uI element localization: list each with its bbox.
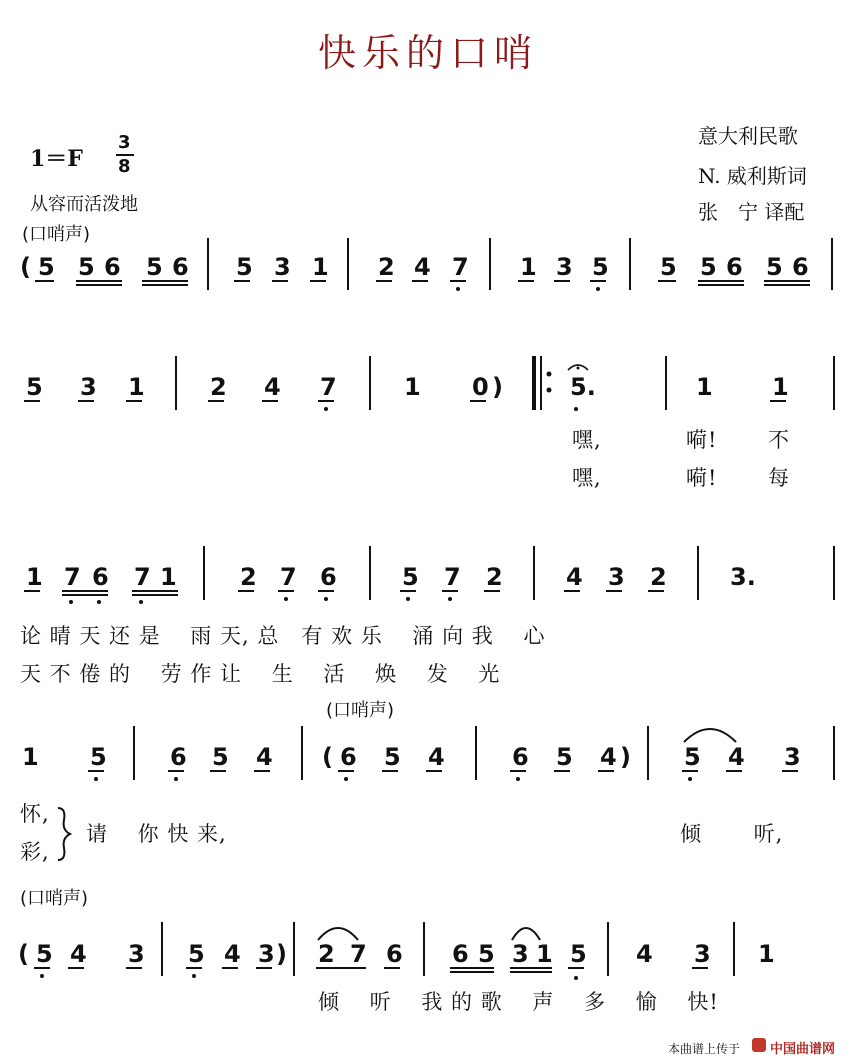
svg-text:5: 5: [684, 743, 701, 771]
svg-text:5: 5: [592, 253, 609, 281]
svg-text:(: (: [20, 253, 31, 281]
time-signature-bottom: 8: [118, 156, 131, 177]
footer-logo-icon: [752, 1038, 766, 1052]
svg-text:5: 5: [188, 940, 205, 968]
svg-text:(: (: [18, 940, 29, 968]
svg-text:1: 1: [22, 743, 39, 771]
lyric-s2-1c: 不: [768, 428, 790, 452]
svg-text:2: 2: [318, 940, 335, 968]
lyric-s3-line1: 论 晴 天 还 是 雨 天, 总 有 欢 乐 涌 向 我 心: [20, 624, 546, 648]
svg-text:6: 6: [452, 940, 469, 968]
svg-text:): ): [276, 940, 287, 968]
tempo-marking: 从容而活泼地: [30, 194, 138, 215]
lyric-s2-1b: 嗬!: [686, 428, 718, 452]
svg-text:4: 4: [70, 940, 87, 968]
svg-text:1: 1: [404, 373, 421, 401]
lyric-s5: 倾 听 我 的 歌 声 多 愉 快!: [318, 990, 719, 1014]
svg-text:2: 2: [650, 563, 667, 591]
svg-text:2: 2: [486, 563, 503, 591]
svg-text:): ): [620, 743, 631, 771]
svg-text:6: 6: [92, 563, 109, 591]
svg-text:5: 5: [36, 940, 53, 968]
svg-text:5: 5: [402, 563, 419, 591]
lyric-s3-line2: 天 不 倦 的 劳 作 让 生 活 焕 发 光: [20, 662, 501, 686]
svg-text:3: 3: [512, 940, 529, 968]
svg-text:1: 1: [128, 373, 145, 401]
whistle-label-3: (口哨声): [20, 888, 89, 909]
lyric-brace: [58, 808, 70, 860]
svg-text:3: 3: [80, 373, 97, 401]
svg-text:1: 1: [312, 253, 329, 281]
footer-site[interactable]: 中国曲谱网: [770, 1042, 836, 1057]
svg-text:5: 5: [38, 253, 55, 281]
svg-text:1: 1: [26, 563, 43, 591]
whistle-label-2: (口哨声): [326, 700, 395, 721]
svg-text:1: 1: [536, 940, 553, 968]
svg-text:5: 5: [660, 253, 677, 281]
time-signature-top: 3: [118, 132, 131, 153]
lyric-s4-main: 请 你 快 来,: [86, 822, 227, 846]
svg-text:5: 5: [478, 940, 495, 968]
system-2: [24, 356, 834, 411]
svg-text:7: 7: [280, 563, 297, 591]
svg-text:5: 5: [700, 253, 717, 281]
svg-text:1: 1: [772, 373, 789, 401]
svg-text:2: 2: [240, 563, 257, 591]
svg-text:7: 7: [134, 563, 151, 591]
system-4: [22, 726, 834, 781]
svg-text:3.: 3.: [730, 563, 756, 591]
svg-text:4: 4: [428, 743, 445, 771]
svg-text:2: 2: [210, 373, 227, 401]
svg-text:6: 6: [726, 253, 743, 281]
page-title: 快乐的口哨: [318, 31, 539, 75]
lyric-s2-2c: 每: [768, 466, 790, 490]
svg-text:5.: 5.: [570, 373, 596, 401]
svg-text:3: 3: [694, 940, 711, 968]
svg-text:(: (: [322, 743, 333, 771]
svg-text:5: 5: [766, 253, 783, 281]
credit-lyricist: N. 威利斯词: [698, 164, 807, 188]
svg-text:4: 4: [256, 743, 273, 771]
svg-text:): ): [492, 373, 503, 401]
lyric-s4-end: 倾 听,: [680, 822, 784, 846]
svg-text:7: 7: [350, 940, 367, 968]
svg-text:2: 2: [378, 253, 395, 281]
svg-text:4: 4: [600, 743, 617, 771]
svg-text:4: 4: [566, 563, 583, 591]
svg-text:3: 3: [274, 253, 291, 281]
svg-text:4: 4: [728, 743, 745, 771]
svg-text:7: 7: [444, 563, 461, 591]
svg-text:6: 6: [320, 563, 337, 591]
lyric-s2-1a: 嘿,: [572, 428, 602, 452]
svg-text:5: 5: [556, 743, 573, 771]
system-5: [18, 922, 775, 980]
svg-text:6: 6: [172, 253, 189, 281]
svg-text:4: 4: [264, 373, 281, 401]
svg-text:5: 5: [570, 940, 587, 968]
svg-text:3: 3: [128, 940, 145, 968]
svg-text:3: 3: [784, 743, 801, 771]
svg-text:5: 5: [236, 253, 253, 281]
svg-text:6: 6: [512, 743, 529, 771]
svg-text:5: 5: [26, 373, 43, 401]
svg-text:0: 0: [472, 373, 489, 401]
whistle-label-1: (口哨声): [22, 224, 91, 245]
lyric-s2-2a: 嘿,: [572, 466, 602, 490]
lyric-s4-b: 彩,: [20, 840, 50, 864]
svg-text:5: 5: [90, 743, 107, 771]
svg-text:5: 5: [78, 253, 95, 281]
svg-text:5: 5: [384, 743, 401, 771]
svg-text:7: 7: [320, 373, 337, 401]
system-3: [24, 546, 834, 604]
svg-text:7: 7: [64, 563, 81, 591]
key-signature: 1＝F: [30, 146, 83, 172]
svg-text:5: 5: [146, 253, 163, 281]
svg-text:4: 4: [636, 940, 653, 968]
svg-text:1: 1: [758, 940, 775, 968]
svg-text:1: 1: [520, 253, 537, 281]
lyric-s2-2b: 嗬!: [686, 466, 718, 490]
svg-text:6: 6: [386, 940, 403, 968]
system-1: [20, 238, 832, 291]
credit-translator: 张 宁 译配: [698, 200, 805, 224]
svg-text:7: 7: [452, 253, 469, 281]
footer-uploader: 本曲谱上传于: [668, 1042, 741, 1056]
credit-origin: 意大利民歌: [698, 124, 798, 148]
svg-text:6: 6: [792, 253, 809, 281]
svg-text:1: 1: [696, 373, 713, 401]
svg-text:4: 4: [414, 253, 431, 281]
svg-text:3: 3: [608, 563, 625, 591]
svg-text:3: 3: [556, 253, 573, 281]
svg-text:6: 6: [170, 743, 187, 771]
svg-text:1: 1: [160, 563, 177, 591]
lyric-s4-a: 怀,: [20, 802, 50, 826]
svg-text:5: 5: [212, 743, 229, 771]
svg-text:6: 6: [104, 253, 121, 281]
svg-text:6: 6: [340, 743, 357, 771]
svg-text:3: 3: [258, 940, 275, 968]
svg-text:4: 4: [224, 940, 241, 968]
